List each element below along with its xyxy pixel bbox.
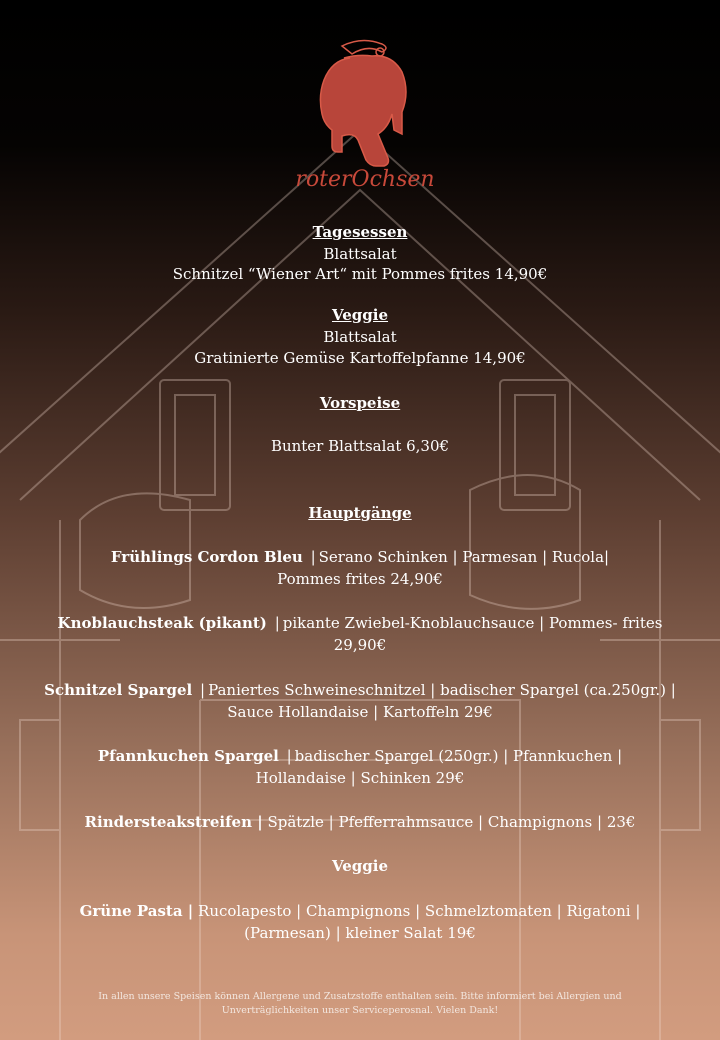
tagesessen-line-2: Schnitzel “Wiener Art“ mit Pommes frites 14,90€ (172, 265, 548, 283)
dish-cordon-bleu: Frühlings Cordon Bleu | Serano Schinken | Parmesan | Rucola| (110, 548, 610, 566)
heading-tagesessen: Tagesessen (312, 223, 408, 241)
dish-name: Grüne Pasta | (79, 902, 194, 920)
dish-description: pikante Zwiebel-Knoblauchsauce | Pommes- frites (282, 614, 663, 632)
vorspeise-line-1: Bunter Blattsalat 6,30€ (270, 437, 450, 455)
dish-knoblauchsteak: Knoblauchsteak (pikant) | pikante Zwiebel-Knoblauchsauce | Pommes- frites (57, 614, 663, 632)
heading-hauptgaenge: Hauptgänge (308, 504, 412, 522)
heading-veggie-main: Veggie (331, 857, 389, 875)
dish-name: Rindersteakstreifen | (84, 813, 263, 831)
bull-logo-icon (280, 34, 450, 190)
dish-schnitzel-spargel: Schnitzel Spargel | Paniertes Schweineschnitzel | badischer Spargel (ca.250gr.) | (44, 681, 676, 699)
dish-pfannkuchen-spargel-line-2: Hollandaise | Schinken 29€ (255, 769, 465, 787)
dish-description: Paniertes Schweineschnitzel | badischer Spargel (ca.250gr.) | (208, 681, 676, 699)
dish-schnitzel-spargel-line-2: Sauce Hollandaise | Kartoffeln 29€ (227, 703, 493, 721)
heading-veggie-day: Veggie (331, 306, 389, 324)
veggie-day-line-1: Blattsalat (323, 328, 397, 346)
heading-vorspeise: Vorspeise (319, 394, 401, 412)
veggie-day-line-2: Gratinierte Gemüse Kartoffelpfanne 14,90€ (194, 349, 526, 367)
tagesessen-line-1: Blattsalat (323, 245, 397, 263)
dish-gruene-pasta-line-2: (Parmesan) | kleiner Salat 19€ (244, 924, 476, 942)
dish-name: Knoblauchsteak (pikant) (57, 614, 267, 632)
dish-name: Schnitzel Spargel (44, 681, 193, 699)
allergen-notice-line-2: Unverträglichkeiten unser Serviceperosnal. Vielen Dank! (221, 1005, 499, 1016)
dish-description: Serano Schinken | Parmesan | Rucola| (318, 548, 610, 566)
allergen-notice-line-1: In allen unsere Speisen können Allergene und Zusatzstoffe enthalten sein. Bitte informiert bei Allergien und (98, 991, 622, 1002)
dish-rindersteakstreifen (20, 812, 700, 832)
logo-wordmark: roterOchsen (295, 167, 435, 190)
dish-description: Spätzle | Pfefferrahmsauce | Champignons | 23€ (267, 813, 636, 831)
dish-gruene-pasta (20, 901, 700, 921)
dish-name: Pfannkuchen Spargel (97, 747, 279, 765)
dish-cordon-bleu-line-2: Pommes frites 24,90€ (277, 570, 443, 588)
dish-description: badischer Spargel (250gr.) | Pfannkuchen | (294, 747, 623, 765)
dish-name: Frühlings Cordon Bleu (110, 548, 303, 566)
dish-description: Rucolapesto | Champignons | Schmelztomaten | Rigatoni | (198, 902, 641, 920)
dish-pfannkuchen-spargel: Pfannkuchen Spargel | badischer Spargel (250gr.) | Pfannkuchen | (97, 747, 623, 765)
dish-knoblauchsteak-line-2: 29,90€ (333, 636, 387, 654)
